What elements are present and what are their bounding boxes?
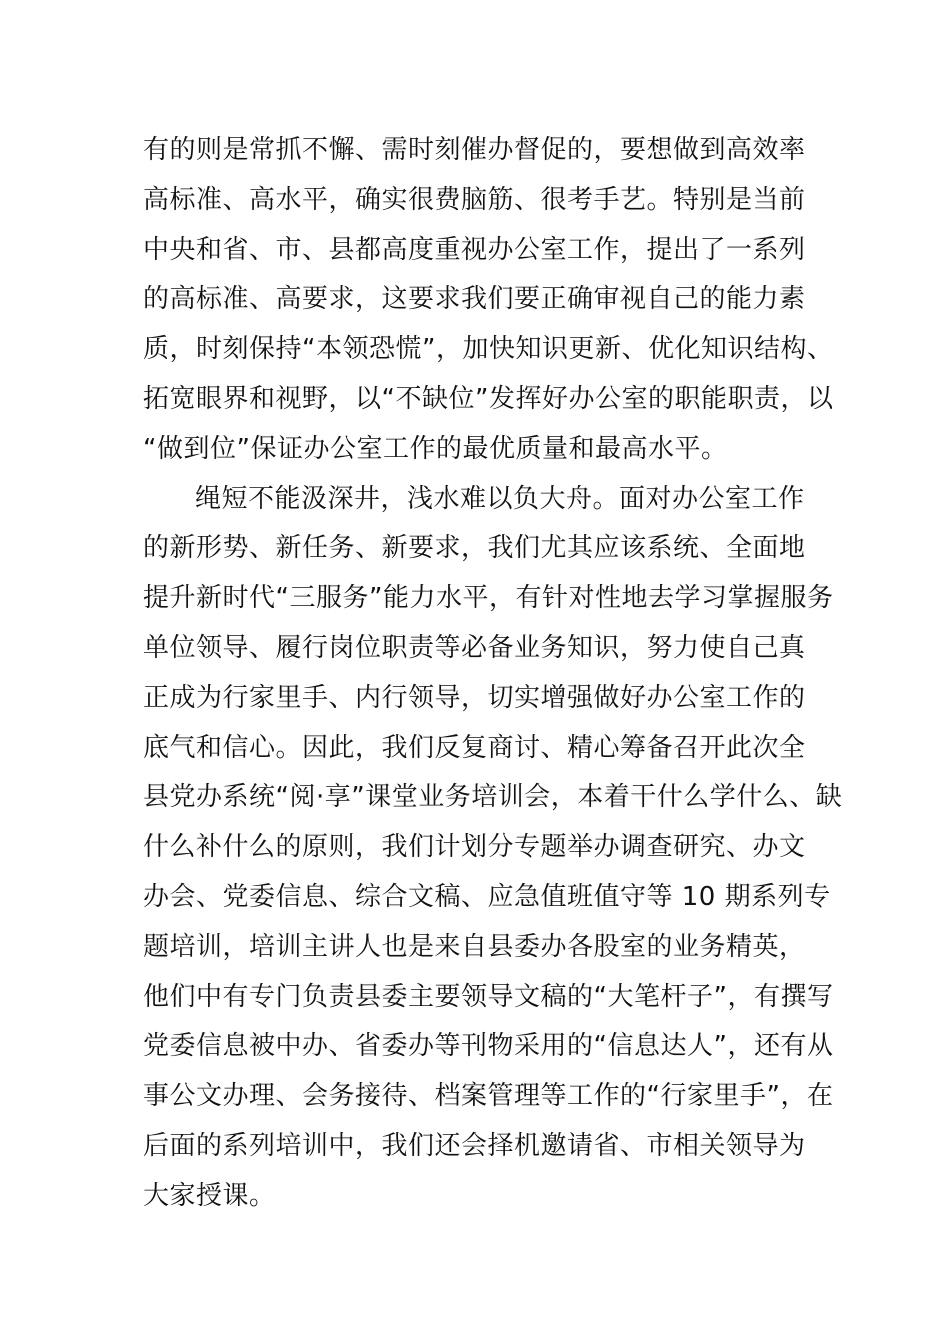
- text-line: 党委信息被中办、省委办等刊物采用的“信息达人”，还有从: [143, 1031, 834, 1062]
- text-line: 的新形势、新任务、新要求，我们尤其应该系统、全面地: [143, 533, 806, 564]
- text-line: 事公文办理、会务接待、档案管理等工作的“行家里手”，在: [143, 1081, 834, 1112]
- text-line: 高标准、高水平，确实很费脑筋、很考手艺。特别是当前: [143, 184, 806, 215]
- text-line: 他们中有专门负责县委主要领导文稿的“大笔杆子”，有撰写: [143, 981, 834, 1012]
- text-line: 质，时刻保持“本领恐慌”，加快知识更新、优化知识结构、: [143, 334, 834, 365]
- document-body: [143, 126, 843, 1222]
- paragraph-1: [143, 126, 834, 475]
- text-line: 底气和信心。因此，我们反复商讨、精心筹备召开此次全: [143, 732, 806, 763]
- text-line: 单位领导、履行岗位职责等必备业务知识，努力使自己真: [143, 632, 806, 663]
- text-line: 办会、党委信息、综合文稿、应急值班值守等 10 期系列专: [143, 881, 831, 912]
- paragraph-2: [143, 475, 843, 1222]
- text-line: 拓宽眼界和视野，以“不缺位”发挥好办公室的职能职责，以: [143, 383, 834, 414]
- text-line: 县党办系统“阅·享”课堂业务培训会，本着干什么学什么、缺: [143, 782, 843, 813]
- text-line: 中央和省、市、县都高度重视办公室工作，提出了一系列: [143, 234, 806, 265]
- text-line: 有的则是常抓不懈、需时刻催办督促的，要想做到高效率: [143, 135, 806, 165]
- text-line: “做到位”保证办公室工作的最优质量和最高水平。: [143, 433, 728, 464]
- text-line: 绳短不能汲深井，浅水难以负大舟。面对办公室工作: [195, 483, 805, 514]
- text-line: 后面的系列培训中，我们还会择机邀请省、市相关领导为: [143, 1130, 806, 1161]
- text-line: 正成为行家里手、内行领导，切实增强做好办公室工作的: [143, 682, 806, 713]
- text-line: 什么补什么的原则，我们计划分专题举办调查研究、办文: [143, 832, 806, 863]
- text-line: 题培训，培训主讲人也是来自县委办各股室的业务精英，: [143, 931, 806, 962]
- text-line: 提升新时代“三服务”能力水平，有针对性地去学习掌握服务: [143, 583, 834, 614]
- text-line: 大家授课。: [143, 1180, 276, 1211]
- text-line: 的高标准、高要求，这要求我们要正确审视自己的能力素: [143, 284, 806, 315]
